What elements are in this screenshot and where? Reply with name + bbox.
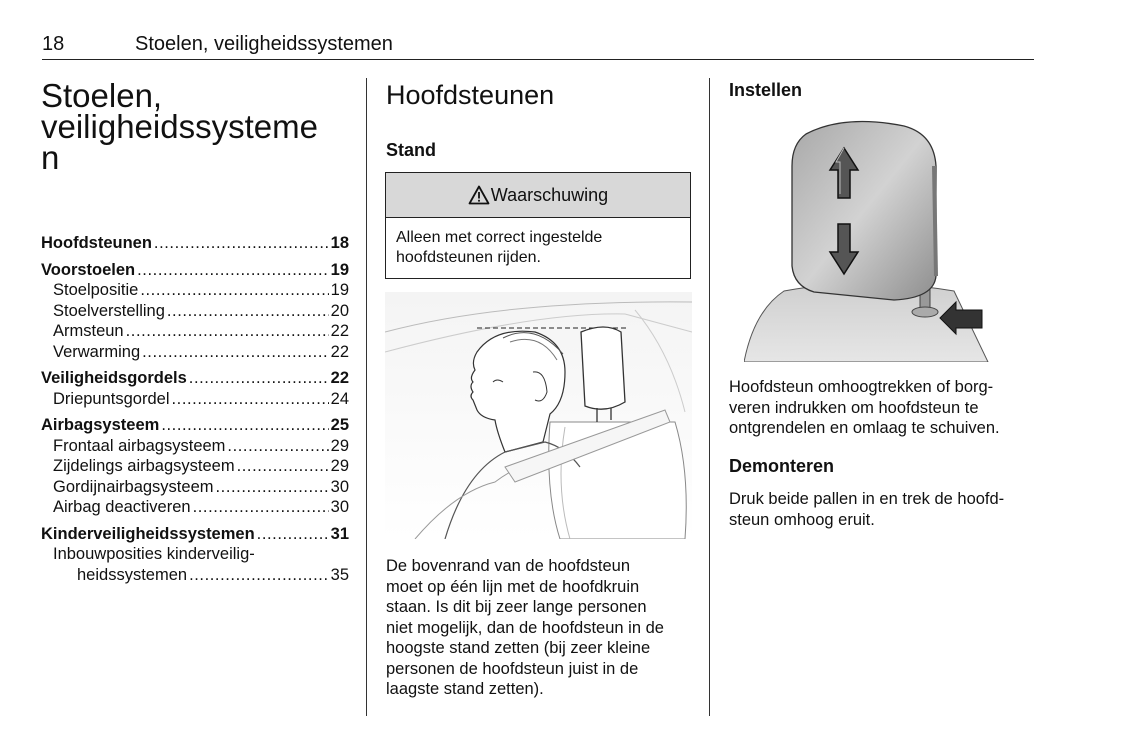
warning-header <box>386 173 690 218</box>
toc-entry[interactable]: Kinderveiligheidssystemen . . . 31 <box>41 525 349 546</box>
headrest-adjust-illustration <box>744 116 990 362</box>
toc-entry[interactable]: Airbagsysteem . . . 25 <box>41 416 349 437</box>
toc-entry[interactable]: Armsteun . . . 22 <box>41 322 349 343</box>
table-of-contents <box>41 234 349 586</box>
warning-box <box>385 172 691 279</box>
column-divider <box>366 78 367 716</box>
stand-heading: Stand <box>386 140 437 160</box>
instellen-paragraph: Hoofdsteun omhoogtrekken of borg- veren indrukken om hoofdsteun te ontgrendelen en omlaag te schuiven. <box>729 378 1000 437</box>
demonteren-paragraph: Druk beide pallen in en trek de hoofd- steun omhoog eruit. <box>729 490 1005 529</box>
running-header-title: Stoelen, veiligheidssystemen <box>135 33 393 55</box>
toc-entry[interactable]: Hoofdsteunen . . . 18 <box>41 234 349 255</box>
toc-entry[interactable]: Gordijnairbagsysteem . . . 30 <box>41 478 349 499</box>
chapter-title-line: Stoelen, <box>41 77 163 114</box>
toc-entry[interactable]: Verwarming . . . 22 <box>41 343 349 364</box>
toc-entry-continuation[interactable]: heidssystemen . . . 35 <box>41 566 349 587</box>
column-divider <box>709 78 710 716</box>
chapter-title-line: veiligheidssysteme <box>41 108 318 145</box>
toc-entry[interactable]: Stoelpositie . . . 19 <box>41 281 349 302</box>
driver-headrest-illustration <box>385 292 692 539</box>
toc-entry[interactable]: Veiligheidsgordels . . . 22 <box>41 369 349 390</box>
instellen-heading: Instellen <box>729 80 803 100</box>
toc-entry[interactable]: Voorstoelen . . . 19 <box>41 261 349 282</box>
toc-entry[interactable]: Inbouwposities kinderveilig- <box>53 545 255 563</box>
chapter-title <box>41 77 341 176</box>
toc-entry[interactable]: Frontaal airbagsysteem . . . 29 <box>41 437 349 458</box>
toc-entry[interactable]: Zijdelings airbagsysteem . . . 29 <box>41 457 349 478</box>
demonteren-heading: Demonteren <box>729 456 835 476</box>
toc-entry[interactable]: Airbag deactiveren . . . 30 <box>41 498 349 519</box>
section-title: Hoofdsteunen <box>386 80 555 110</box>
running-header <box>42 33 1034 60</box>
toc-entry[interactable]: Driepuntsgordel . . . 24 <box>41 390 349 411</box>
chapter-title-line: n <box>41 139 60 176</box>
warning-triangle-icon <box>468 185 490 205</box>
toc-entry[interactable]: Stoelverstelling . . . 20 <box>41 302 349 323</box>
warning-text: Alleen met correct ingestelde hoofdsteunen rijden. <box>396 229 603 266</box>
warning-title: Waarschuwing <box>490 184 609 205</box>
page-number: 18 <box>42 33 65 55</box>
body-paragraph: De bovenrand van de hoofdsteun moet op één lijn met de hoofdkruin staan. Is dit bij zeer lange personen niet mogelijk, dan de hoofdsteun in de hoogste stand zetten (bij zeer kleine personen de hoofdsteun juist in de laagste stand zetten). <box>386 557 664 698</box>
